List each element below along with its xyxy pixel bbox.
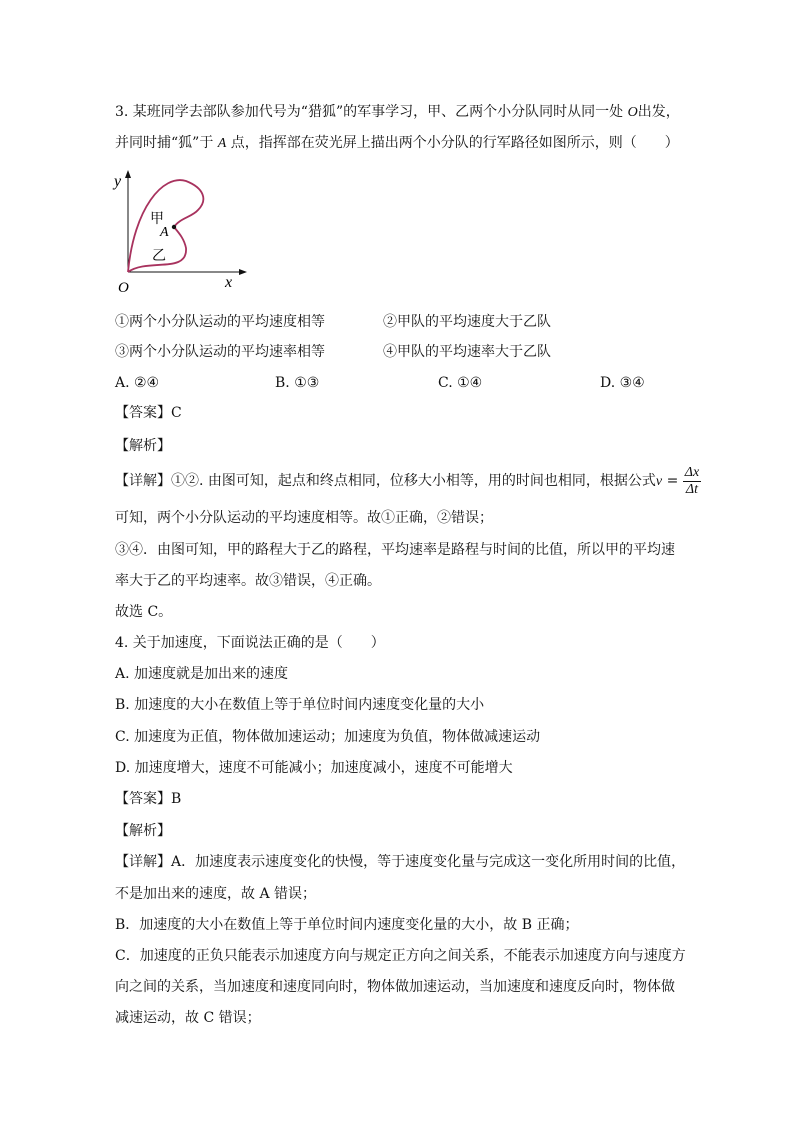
q3-statement-3: ③两个小分队运动的平均速率相等 <box>115 344 325 360</box>
formula-fraction <box>683 465 701 498</box>
q3-stem-text2: 并同时捕“狐”于 <box>115 135 218 151</box>
q3-var-a: A <box>217 136 227 151</box>
q3-var-o: O <box>627 105 638 120</box>
q3-analysis-title: 【解析】 <box>115 438 171 454</box>
point-a <box>172 225 176 229</box>
q3-stem-text: 3. 某班同学去部队参加代号为“猎狐”的军事学习，甲、乙两个小分队同时从同一处 <box>115 104 628 120</box>
q4-detail-line3: B．加速度的大小在数值上等于单位时间内速度变化量的大小，故 B 正确； <box>115 917 579 933</box>
q4-option-a: A. 加速度就是加出来的速度 <box>115 666 289 682</box>
q4-option-c: C. 加速度为正值，物体做加速运动；加速度为负值，物体做减速运动 <box>115 729 541 745</box>
y-axis-label: y <box>114 173 122 190</box>
q3-option-c: C. ①④ <box>438 375 483 391</box>
q4-detail-line4: C．加速度的正负只能表示加速度方向与规定正方向之间关系，不能表示加速度方向与速度方 <box>115 948 686 964</box>
q3-statement-2: ②甲队的平均速度大于乙队 <box>383 314 551 330</box>
q3-detail-line2: 可知，两个小分队运动的平均速度相等。故①正确，②错误； <box>115 510 493 526</box>
q3-option-b: B. ①③ <box>275 375 320 391</box>
q3-stem-line1 <box>115 102 680 123</box>
a-label: A <box>160 225 169 240</box>
q3-detail-line1 <box>115 464 701 499</box>
q3-detail-line3: ③④．由图可知，甲的路程大于乙的路程，平均速率是路程与时间的比值，所以甲的平均速 <box>115 542 675 558</box>
q4-answer: 【答案】B <box>115 791 182 807</box>
q4-analysis-title: 【解析】 <box>115 823 171 839</box>
q3-statement-1: ①两个小分队运动的平均速度相等 <box>115 314 325 330</box>
jia-label: 甲 <box>150 211 164 227</box>
q3-answer: 【答案】C <box>115 405 182 421</box>
q3-statement-4: ④甲队的平均速率大于乙队 <box>383 344 551 360</box>
q4-detail-line1: 【详解】A．加速度表示速度变化的快慢，等于速度变化量与完成这一变化所用时间的比值， <box>115 854 686 870</box>
q3-stem-line2 <box>115 133 679 154</box>
q4-stem: 4. 关于加速度，下面说法正确的是（ ） <box>115 635 385 651</box>
q3-conclusion: 故选 C。 <box>115 604 173 620</box>
q3-path-figure <box>108 168 258 293</box>
q3-option-a: A. ②④ <box>115 375 160 391</box>
q3-detail-text: 【详解】①②. 由图可知，起点和终点相同，位移大小相等，用的时间也相同，根据公式 <box>115 473 656 489</box>
formula-eq: = <box>662 473 683 489</box>
q3-stem-text2-end: 点，指挥部在荧光屏上描出两个小分队的行军路径如图所示，则（ ） <box>226 135 679 151</box>
q3-detail-line4: 率大于乙的平均速率。故③错误，④正确。 <box>115 573 381 589</box>
x-axis-arrow <box>239 269 247 275</box>
q4-option-b: B. 加速度的大小在数值上等于单位时间内速度变化量的大小 <box>115 697 485 713</box>
q3-option-d: D. ③④ <box>600 375 645 391</box>
x-axis-label: x <box>225 274 233 291</box>
q3-stem-text-end: 出发， <box>637 104 680 120</box>
origin-label: O <box>118 280 129 293</box>
y-axis-arrow <box>125 170 131 178</box>
q4-detail-line2: 不是加出来的速度，故 A 错误； <box>115 886 317 902</box>
q4-detail-line6: 减速运动，故 C 错误； <box>115 1010 261 1026</box>
formula-denominator: Δt <box>685 481 699 497</box>
yi-label: 乙 <box>152 248 166 264</box>
q4-detail-line5: 向之间的关系，当加速度和速度同向时，物体做加速运动，当加速度和速度反向时，物体做 <box>115 979 675 995</box>
formula-v: v <box>655 474 663 489</box>
formula-numerator: Δx <box>684 464 700 480</box>
q4-option-d: D. 加速度增大，速度不可能减小；加速度减小，速度不可能增大 <box>115 760 513 776</box>
